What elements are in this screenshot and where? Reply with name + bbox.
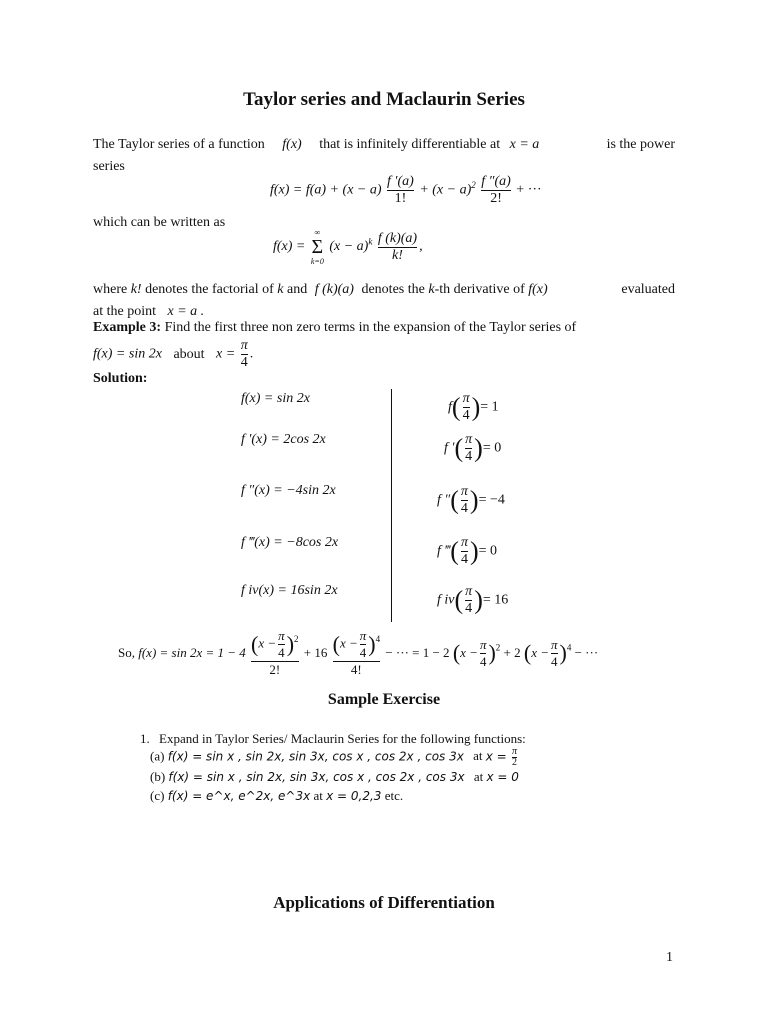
where-b: denotes the factorial of (145, 282, 274, 297)
applications-heading: Applications of Differentiation (273, 893, 495, 912)
where-k-fact: k! (130, 282, 142, 297)
so-term-2 (251, 628, 298, 678)
dots1: − ··· = 1 − 2 (385, 645, 450, 660)
two: 2 (511, 757, 517, 768)
dv-val: = 16 (482, 592, 509, 608)
paren-close: ) (469, 485, 479, 515)
column-divider (391, 389, 392, 622)
derivative-row: f(x) = sin 2x (241, 391, 310, 406)
part-b-funcs: f(x) = sin x , sin 2x, sin 3x, cos x , cos 2x , cos 3x (168, 770, 465, 784)
taylor-series-formula (270, 174, 542, 207)
part-b-x: x = 0 (486, 770, 519, 784)
where-f: evaluated (621, 282, 675, 297)
dv-val: = 1 (480, 399, 499, 415)
part-c-at: at (313, 788, 323, 803)
example-x-eq: x = (216, 346, 236, 362)
dv-val: = −4 (478, 492, 505, 508)
pi-over-4 (463, 391, 470, 424)
sum-den: k! (378, 247, 417, 264)
pow2: 2 (294, 634, 299, 645)
paren-open: ( (450, 485, 459, 515)
where-line2-b: x = a . (167, 304, 205, 319)
four: 4 (479, 653, 487, 669)
where-k: k (277, 282, 284, 297)
four: 4 (465, 449, 473, 464)
paren-close: ) (471, 392, 481, 422)
paren-close: ) (469, 536, 479, 566)
pi: π (359, 628, 367, 643)
derivative-value-row (444, 432, 501, 465)
derivative-row: f ″(x) = −4sin 2x (241, 483, 336, 498)
paren-open: ( (450, 536, 459, 566)
pi-over-4 (461, 484, 468, 517)
four: 4 (359, 645, 367, 660)
so-term-4 (333, 628, 380, 678)
where-kth: k (428, 282, 435, 297)
pi: π (278, 628, 285, 643)
where-c: and (286, 282, 308, 297)
pi: π (551, 636, 558, 652)
x-minus: x − (531, 645, 549, 660)
pi-over-4 (551, 637, 558, 670)
page-number: 1 (666, 950, 673, 965)
where-d: denotes the (361, 282, 425, 297)
term2-num: f ″(a) (481, 174, 511, 189)
example-dot: . (249, 346, 254, 362)
dv-val: = 0 (478, 543, 498, 559)
dv-f: f ′ (444, 440, 455, 456)
intro-text-a: The Taylor series of a function (93, 137, 265, 152)
example-label: Example 3: (93, 320, 162, 335)
pi: π (462, 391, 470, 406)
intro-text-c: is the power (606, 137, 675, 152)
dv-f: f (448, 399, 452, 415)
derivative-row: f ‴(x) = −8cos 2x (241, 535, 339, 550)
exercise-text: Expand in Taylor Series/ Maclaurin Series for the following functions: (159, 731, 526, 746)
four: 4 (278, 645, 285, 660)
term1-den: 1! (387, 190, 414, 207)
where-a: where (93, 282, 128, 297)
example-pi-over-4 (241, 338, 248, 371)
dots2: − ··· (574, 645, 599, 660)
formula-term1-fraction (387, 174, 414, 207)
page-title: Taylor series and Maclaurin Series (243, 89, 525, 110)
derivative-value-row (437, 535, 497, 568)
four: 4 (460, 501, 468, 516)
den4: 4! (333, 661, 380, 678)
part-c-funcs: f(x) = e^x, e^2x, e^3x (167, 789, 311, 803)
where-line2-a: at the point (93, 304, 156, 319)
four: 4 (551, 653, 558, 669)
exercise-part-a (150, 747, 519, 768)
exercise-part-b (150, 769, 519, 785)
formula-term2-fraction (481, 174, 511, 207)
sample-exercise-heading: Sample Exercise (327, 691, 441, 708)
formula-tail: + ··· (516, 182, 542, 198)
pow4: 4 (375, 634, 381, 645)
where-fx: f(x) (528, 282, 548, 297)
paren-close: ) (559, 640, 567, 665)
part-a-funcs: f(x) = sin x , sin 2x, sin 3x, cos x , cos 2x , cos 3x (167, 749, 464, 764)
so-lhs: f(x) = sin 2x = 1 − 4 (138, 645, 246, 660)
paren-close: ) (286, 631, 295, 657)
pi-over-2 (512, 747, 517, 768)
dv-f: f ‴ (437, 543, 451, 559)
sum-fraction (378, 231, 417, 264)
where-deriv: f (k)(a) (314, 282, 354, 297)
formula-pow2: 2 (471, 180, 476, 191)
formula-lhs: f(x) = f(a) + (x − a) (270, 182, 382, 198)
exercise-item-1 (140, 731, 526, 747)
sum-sigma (311, 228, 324, 266)
derivative-value-row (437, 484, 505, 517)
derivative-value-row (448, 391, 499, 424)
intro-line-2: series (93, 159, 125, 174)
solution-label: Solution: (93, 371, 148, 386)
sum-body: (x − a) (329, 239, 369, 254)
dv-f: f iv (437, 592, 455, 608)
four: 4 (460, 552, 468, 567)
pi: π (479, 636, 487, 652)
paren-open: ( (251, 631, 259, 657)
so-expansion-line (118, 628, 598, 678)
pi: π (465, 584, 473, 599)
pi: π (511, 746, 517, 757)
pi: π (460, 484, 468, 499)
part-c-x: x = 0,2,3 (326, 789, 382, 803)
part-a-label: (a) (150, 748, 165, 764)
pi: π (465, 432, 473, 447)
paren-close: ) (368, 631, 376, 657)
summation-formula (273, 228, 423, 266)
sum-lhs: f(x) = (273, 239, 306, 254)
plus16: + 16 (303, 645, 328, 660)
part-c-etc: etc. (384, 788, 404, 803)
paren-open: ( (451, 392, 461, 422)
where-line-1 (93, 280, 675, 300)
dv-f: f ″ (437, 492, 451, 508)
sum-top: ∞ (314, 228, 321, 237)
example-pi: π (240, 338, 248, 353)
paren-open: ( (452, 640, 461, 665)
part-a-at: at (473, 748, 483, 764)
part-b-label: (b) (150, 769, 166, 784)
derivative-row: f iv(x) = 16sin 2x (241, 583, 338, 598)
den2: 2! (251, 661, 298, 678)
exercise-num: 1. (140, 731, 150, 746)
where-e: -th derivative of (434, 282, 525, 297)
dv-val: = 0 (482, 440, 502, 456)
intro-fx: f(x) (282, 137, 302, 152)
pi-over-4 (461, 535, 468, 568)
pi-over-4 (480, 637, 487, 670)
pi-over-4 (465, 584, 472, 617)
x-minus: x − (258, 635, 277, 651)
term1-num: f ′(a) (387, 174, 414, 189)
pi-over-4 (360, 628, 367, 661)
term2-den: 2! (481, 190, 511, 207)
pi-over-4 (278, 628, 285, 661)
x-minus: x − (339, 635, 358, 651)
paren-close: ) (488, 640, 496, 665)
exercise-part-c (150, 788, 403, 804)
written-as-text: which can be written as (93, 215, 226, 230)
pi: π (460, 535, 468, 550)
plus2: + 2 (503, 645, 521, 660)
four: 4 (462, 408, 470, 423)
example-about: about (173, 346, 205, 362)
formula-mid: + (x − a) (419, 182, 472, 198)
sum-symbol: Σ (311, 236, 324, 258)
example-fx: f(x) = sin 2x (93, 346, 162, 362)
intro-x-eq-a: x = a (509, 137, 540, 152)
sum-bottom: k=0 (310, 257, 324, 266)
example-line-2 (93, 338, 253, 371)
derivative-value-row (437, 584, 508, 617)
pow2: 2 (495, 642, 501, 653)
intro-line-1 (93, 135, 675, 155)
paren-open: ( (454, 433, 464, 463)
paren-close: ) (474, 585, 483, 615)
pow4: 4 (566, 642, 572, 653)
derivative-row: f '(x) = 2cos 2x (241, 432, 326, 447)
example-four: 4 (240, 355, 248, 370)
example-text: Find the first three non zero terms in the expansion of the Taylor series of (164, 320, 577, 335)
paren-open: ( (332, 631, 340, 657)
pi-over-4 (465, 432, 472, 465)
so-label: So, (118, 645, 135, 660)
four: 4 (465, 601, 473, 616)
sum-comma: , (419, 239, 423, 254)
part-b-at: at (473, 769, 484, 784)
sum-num: f (k)(a) (377, 230, 418, 246)
paren-open: ( (454, 585, 464, 615)
intro-text-b: that is infinitely differentiable at (319, 137, 501, 152)
part-a-x: x = (485, 749, 507, 764)
paren-open: ( (523, 640, 532, 665)
sum-pow-k: k (368, 236, 373, 247)
part-c-label: (c) (150, 788, 165, 803)
example-line-1 (93, 318, 675, 338)
x-minus: x − (460, 645, 478, 660)
paren-close: ) (474, 433, 483, 463)
